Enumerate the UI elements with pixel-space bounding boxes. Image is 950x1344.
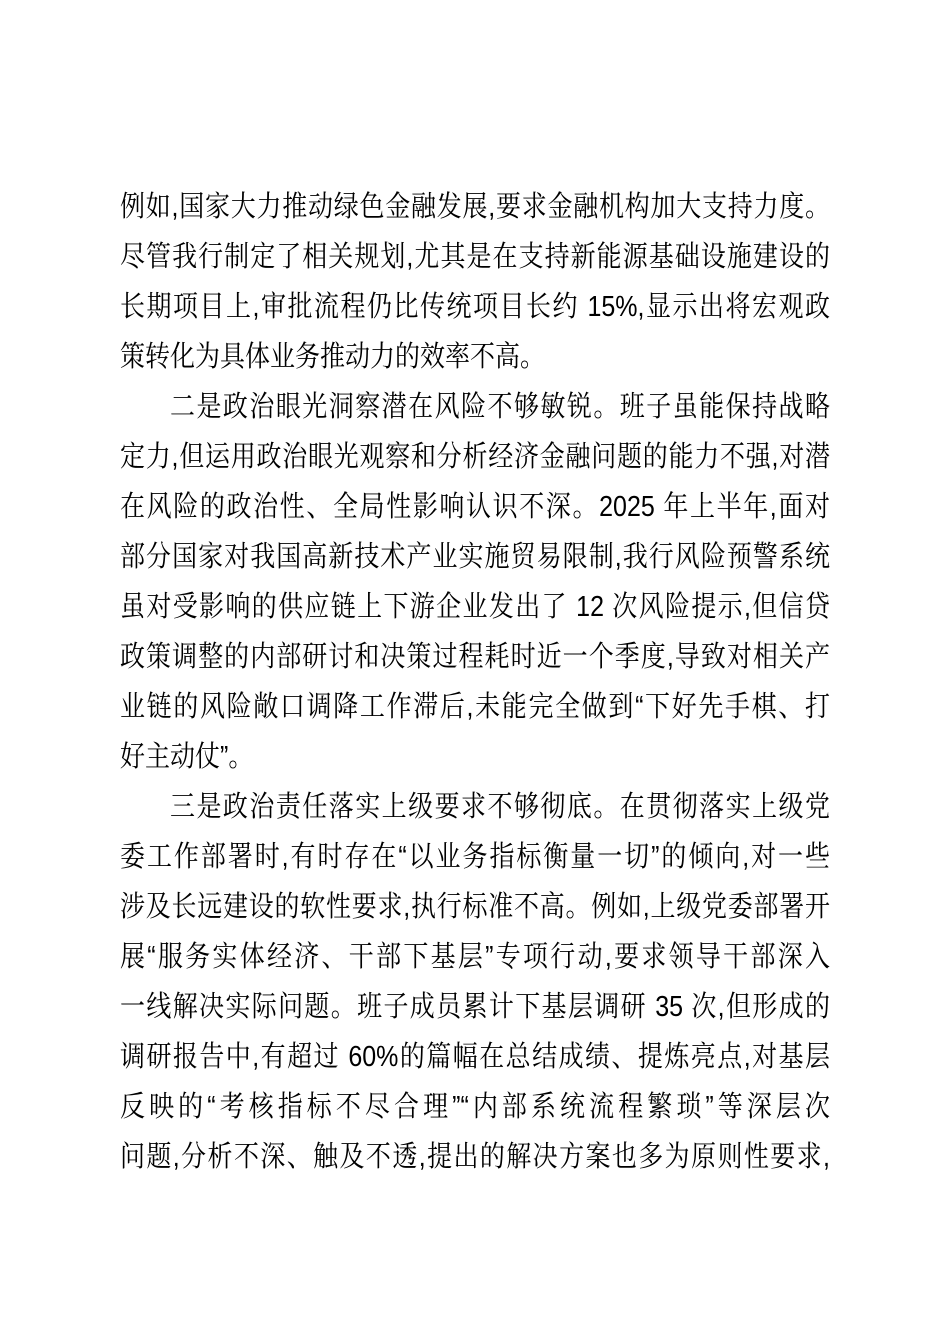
text-line: 调研报告中,有超过 60%的篇幅在总结成绩、提炼亮点,对基层 bbox=[120, 1040, 830, 1074]
text-line: 定力,但运用政治眼光观察和分析经济金融问题的能力不强,对潜 bbox=[120, 440, 830, 474]
text-line: 展“服务实体经济、干部下基层”专项行动,要求领导干部深入 bbox=[120, 940, 830, 974]
text-line: 反映的“考核指标不尽合理”“内部系统流程繁琐”等深层次 bbox=[120, 1090, 830, 1124]
text-line: 业链的风险敞口调降工作滞后,未能完全做到“下好先手棋、打 bbox=[120, 690, 830, 724]
text-line: 委工作部署时,有时存在“以业务指标衡量一切”的倾向,对一些 bbox=[120, 840, 830, 874]
text-line: 长期项目上,审批流程仍比传统项目长约 15%,显示出将宏观政 bbox=[120, 290, 830, 324]
text-line: 尽管我行制定了相关规划,尤其是在支持新能源基础设施建设的 bbox=[120, 240, 830, 274]
text-line: 策转化为具体业务推动力的效率不高。 bbox=[120, 340, 546, 374]
text-line: 部分国家对我国高新技术产业实施贸易限制,我行风险预警系统 bbox=[120, 540, 830, 574]
text-line: 三是政治责任落实上级要求不够彻底。在贯彻落实上级党 bbox=[170, 790, 830, 824]
text-line: 问题,分析不深、触及不透,提出的解决方案也多为原则性要求, bbox=[120, 1140, 830, 1174]
text-line: 二是政治眼光洞察潜在风险不够敏锐。班子虽能保持战略 bbox=[170, 390, 830, 424]
text-line: 一线解决实际问题。班子成员累计下基层调研 35 次,但形成的 bbox=[120, 990, 830, 1024]
text-line: 好主动仗”。 bbox=[120, 740, 254, 774]
text-line: 政策调整的内部研讨和决策过程耗时近一个季度,导致对相关产 bbox=[120, 640, 830, 674]
text-line: 在风险的政治性、全局性影响认识不深。2025 年上半年,面对 bbox=[120, 490, 830, 524]
text-line: 虽对受影响的供应链上下游企业发出了 12 次风险提示,但信贷 bbox=[120, 590, 830, 624]
text-line: 例如,国家大力推动绿色金融发展,要求金融机构加大支持力度。 bbox=[120, 190, 830, 224]
text-block bbox=[120, 182, 830, 1182]
text-line: 涉及长远建设的软性要求,执行标准不高。例如,上级党委部署开 bbox=[120, 890, 830, 924]
